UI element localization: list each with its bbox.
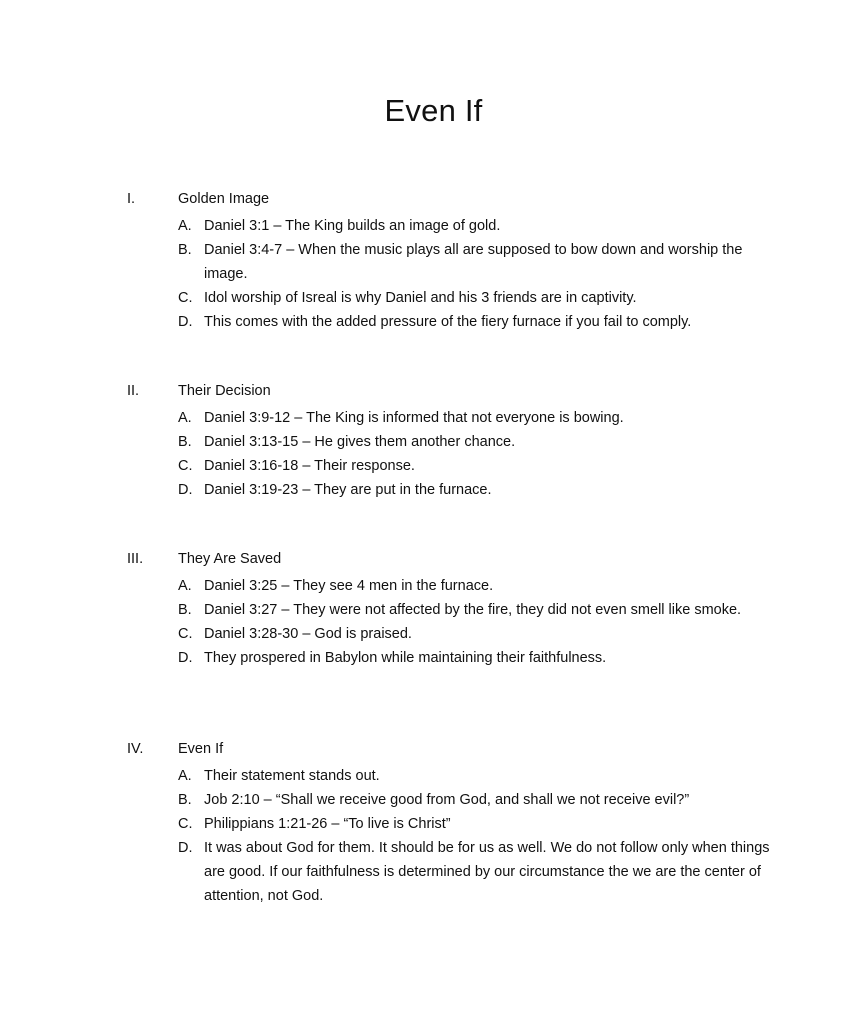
item-text: Daniel 3:4-7 – When the music plays all are supposed to bow down and worship the image. bbox=[204, 242, 743, 282]
document-title: Even If bbox=[384, 92, 483, 128]
item-letter: D. bbox=[178, 650, 193, 666]
list-item bbox=[178, 286, 778, 310]
item-letter: B. bbox=[178, 242, 192, 258]
item-text: Daniel 3:27 – They were not affected by the fire, they did not even smell like smoke. bbox=[204, 602, 742, 618]
item-text: Daniel 3:1 – The King builds an image of gold. bbox=[204, 218, 501, 234]
item-text: Idol worship of Isreal is why Daniel and his 3 friends are in captivity. bbox=[204, 290, 637, 306]
item-text: Daniel 3:25 – They see 4 men in the furnace. bbox=[204, 578, 494, 594]
item-text: Daniel 3:19-23 – They are put in the furnace. bbox=[204, 482, 492, 498]
item-letter: A. bbox=[178, 218, 192, 234]
item-letter: B. bbox=[178, 434, 192, 450]
list-item bbox=[178, 622, 778, 646]
section-numeral: I. bbox=[127, 191, 136, 207]
section-items bbox=[178, 214, 778, 334]
item-letter: A. bbox=[178, 410, 192, 426]
item-letter: C. bbox=[178, 290, 193, 306]
item-letter: B. bbox=[178, 602, 192, 618]
list-item bbox=[178, 430, 778, 454]
item-text: It was about God for them. It should be for us as well. We do not follow only when things are good. If our faithfulness is determined by our circumstance the we are the center of attention, not God. bbox=[204, 840, 770, 904]
item-text: Job 2:10 – “Shall we receive good from God, and shall we not receive evil?” bbox=[204, 792, 690, 808]
section-items bbox=[178, 574, 778, 670]
item-letter: C. bbox=[178, 816, 193, 832]
section-numeral: II. bbox=[127, 383, 140, 399]
list-item bbox=[178, 406, 778, 430]
item-text: This comes with the added pressure of the fiery furnace if you fail to comply. bbox=[204, 314, 692, 330]
item-text: Daniel 3:13-15 – He gives them another chance. bbox=[204, 434, 516, 450]
list-item bbox=[178, 214, 778, 238]
list-item bbox=[178, 310, 778, 334]
item-letter: C. bbox=[178, 626, 193, 642]
item-text: Their statement stands out. bbox=[204, 768, 380, 784]
list-item bbox=[178, 478, 778, 502]
section-numeral: III. bbox=[127, 551, 144, 567]
item-letter: D. bbox=[178, 482, 193, 498]
list-item bbox=[178, 574, 778, 598]
item-letter: B. bbox=[178, 792, 192, 808]
item-text: Philippians 1:21-26 – “To live is Christ” bbox=[204, 816, 451, 832]
list-item bbox=[178, 788, 778, 812]
item-text: Daniel 3:28-30 – God is praised. bbox=[204, 626, 412, 642]
list-item bbox=[178, 812, 778, 836]
item-letter: A. bbox=[178, 578, 192, 594]
section-heading: Their Decision bbox=[178, 383, 271, 399]
section-numeral: IV. bbox=[127, 741, 144, 757]
item-letter: D. bbox=[178, 314, 193, 330]
section-heading: Golden Image bbox=[178, 191, 270, 207]
section-heading: Even If bbox=[178, 741, 224, 757]
list-item bbox=[178, 454, 778, 478]
list-item bbox=[178, 598, 778, 622]
list-item bbox=[178, 764, 778, 788]
item-letter: D. bbox=[178, 840, 193, 856]
list-item bbox=[178, 646, 778, 670]
section-items bbox=[178, 764, 778, 908]
list-item bbox=[178, 836, 778, 908]
section-heading: They Are Saved bbox=[178, 551, 282, 567]
list-item bbox=[178, 238, 778, 286]
item-letter: C. bbox=[178, 458, 193, 474]
item-text: Daniel 3:9-12 – The King is informed that not everyone is bowing. bbox=[204, 410, 624, 426]
section-items bbox=[178, 406, 778, 502]
item-letter: A. bbox=[178, 768, 192, 784]
item-text: Daniel 3:16-18 – Their response. bbox=[204, 458, 415, 474]
item-text: They prospered in Babylon while maintaining their faithfulness. bbox=[204, 650, 607, 666]
